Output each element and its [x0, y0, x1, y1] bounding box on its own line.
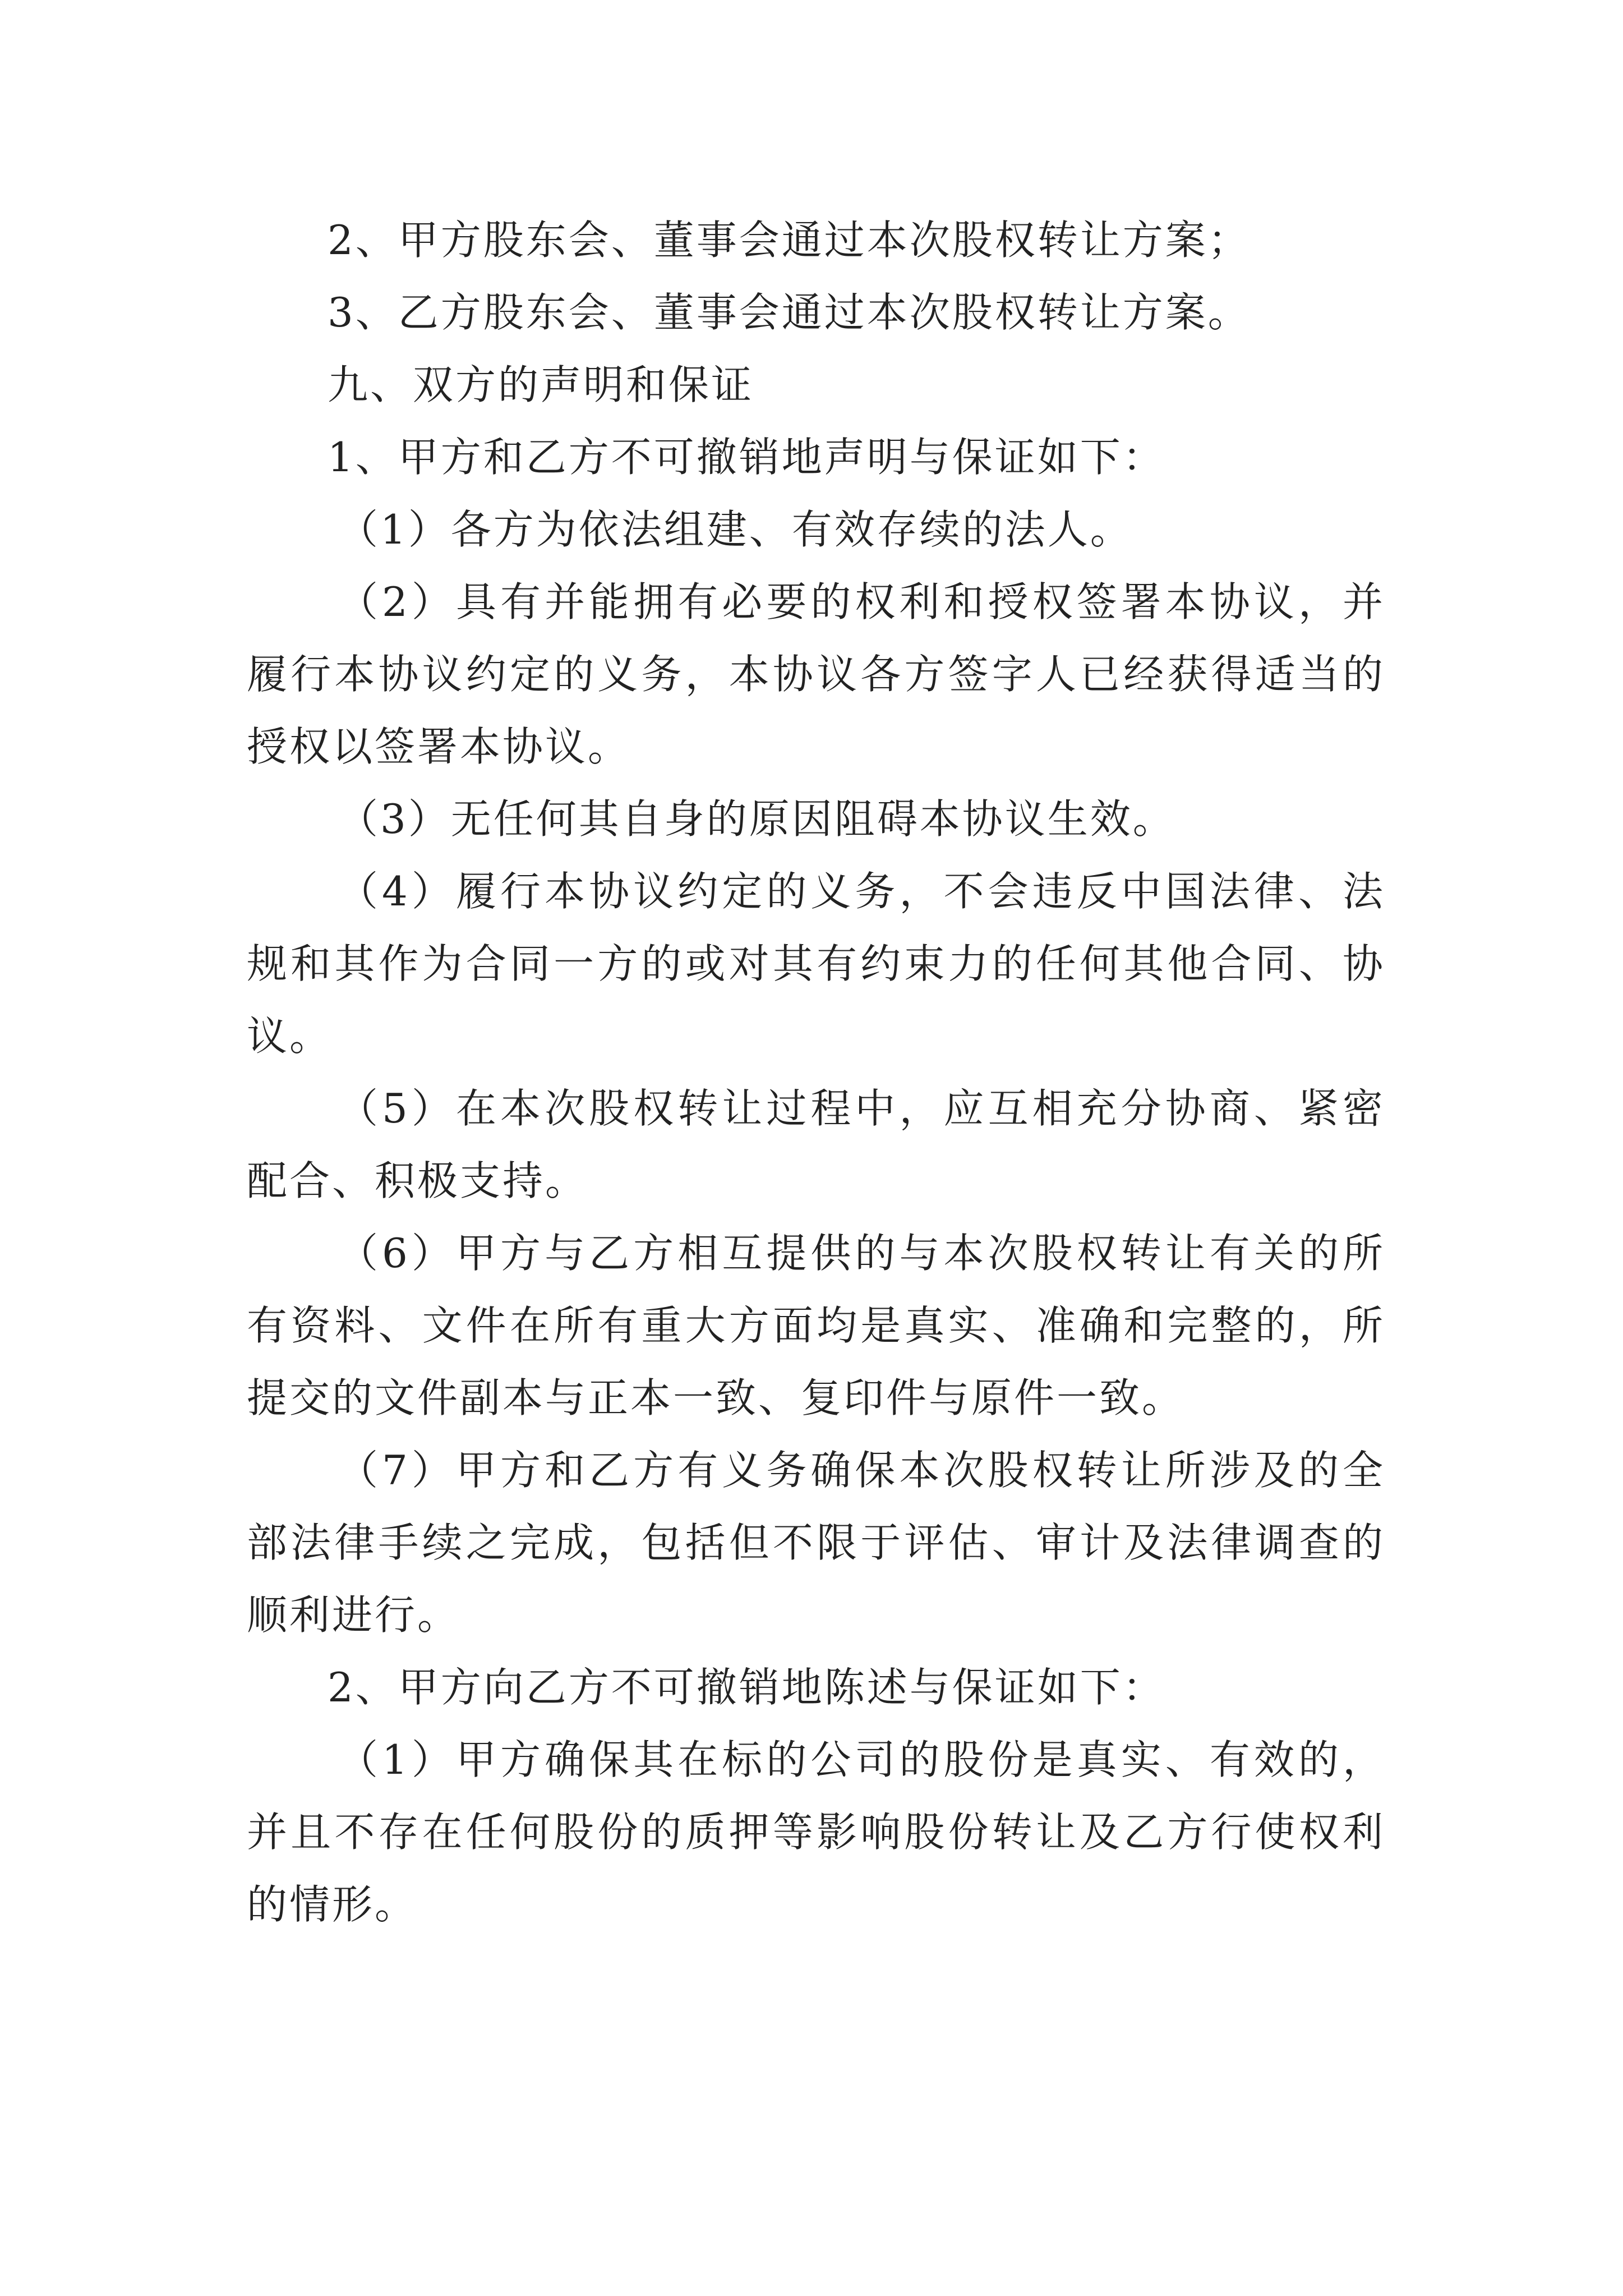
- paragraph-mutual-warranties-intro: 1、甲方和乙方不可撤销地声明与保证如下：: [328, 434, 1165, 481]
- paragraph-party-a-warranty-item-1: （1）甲方确保其在标的公司的股份是真实、有效的，并且不存在任何股份的质押等影响股份转让及乙方行使权利的情形。: [247, 1736, 1385, 1928]
- paragraph-warranty-item-5: （5）在本次股权转让过程中，应互相充分协商、紧密配合、积极支持。: [247, 1085, 1385, 1204]
- paragraph-warranty-item-2: （2）具有并能拥有必要的权利和授权签署本协议，并履行本协议约定的义务，本协议各方签字人已经获得适当的授权以签署本协议。: [247, 578, 1385, 770]
- paragraph-party-a-warranties-intro: 2、甲方向乙方不可撤销地陈述与保证如下：: [328, 1664, 1165, 1711]
- document-body: [247, 204, 1385, 1941]
- paragraph-warranty-item-1: （1）各方为依法组建、有效存续的法人。: [338, 506, 1133, 553]
- paragraph-warranty-item-6: （6）甲方与乙方相互提供的与本次股权转让有关的所有资料、文件在所有重大方面均是真实、准确和完整的，所提交的文件副本与正本一致、复印件与原件一致。: [247, 1230, 1385, 1421]
- paragraph-warranty-item-4: （4）履行本协议约定的义务，不会违反中国法律、法规和其作为合同一方的或对其有约束力的任何其他合同、协议。: [247, 868, 1385, 1060]
- section-heading-representations-warranties: 九、双方的声明和保证: [328, 361, 754, 408]
- paragraph-clause-2-board-approval-party-a: 2、甲方股东会、董事会通过本次股权转让方案；: [328, 217, 1251, 264]
- paragraph-warranty-item-3: （3）无任何其自身的原因阻碍本协议生效。: [338, 795, 1175, 843]
- paragraph-warranty-item-7: （7）甲方和乙方有义务确保本次股权转让所涉及的全部法律手续之完成，包括但不限于评估、审计及法律调查的顺利进行。: [247, 1447, 1385, 1639]
- paragraph-clause-3-board-approval-party-b: 3、乙方股东会、董事会通过本次股权转让方案。: [328, 289, 1251, 336]
